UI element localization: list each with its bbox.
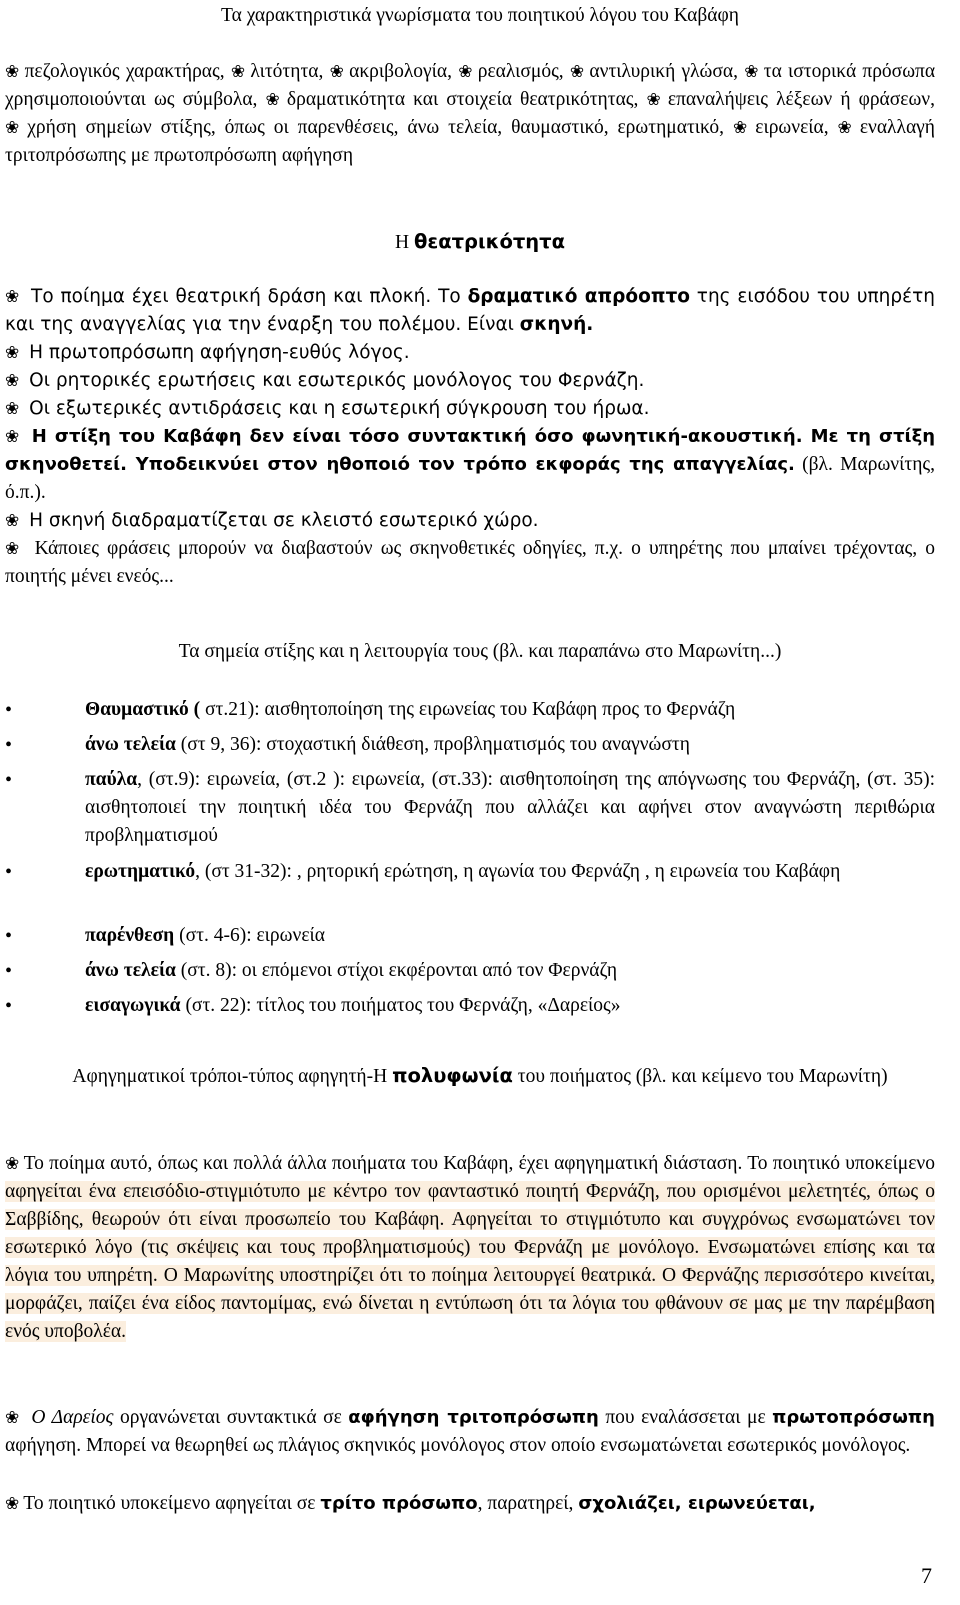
flower-icon: ❀ — [744, 62, 760, 82]
feature-item: ρεαλισμός, — [477, 61, 564, 82]
theatre-item-4 — [5, 395, 935, 423]
feature-item: αντιλυρική γλώσα, — [589, 61, 738, 82]
bullet-icon: • — [5, 861, 13, 883]
narr-text: που εναλάσσεται με — [598, 1407, 773, 1428]
narr-highlighted-text: αφηγείται ένα επεισόδιο-στιγμιότυπο με κέντρο τον φανταστικό ποιητή Φερνάζη, που ορισμένοι μελετητές, όπως ο Σαββίδης, θεωρούν ότι είναι προσωπείο του Καβάφη. Αφηγείται το στιγμιότυπο και συγχρόνως ενσωματώνει τον εσωτερικό λόγο (τις σκέψεις και τους προβληματισμούς) του Φερνάζη με μονόλογο. Ενσωματώνει επίσης και τα λόγια του υπηρέτη. Ο Μαρωνίτης υποστηρίζει ότι το ποίημα λειτουργεί θεατρικά. Ο Φερνάζης περισσότερο κινείται, μορφάζει, παίζει ένα είδος παντομίμας, ενώ δίνεται η εντύπωση ότι τα λόγια του φθάνουν σε μας με την παρέμβαση ενός υποβολέα. — [5, 1181, 935, 1342]
flower-icon: ❀ — [5, 62, 21, 82]
punct-text: (στ 9, 36): στοχαστική διάθεση, προβληματισμός του αναγνώστη — [175, 734, 690, 755]
flower-icon: ❀ — [5, 1154, 20, 1174]
narr-text: αφήγηση. Μπορεί να θεωρηθεί ως πλάγιος σκηνικός μονόλογος στον οποίο ενσωματώνεται εσωτερικός μονόλογος. — [5, 1435, 911, 1456]
page-number: 7 — [921, 1563, 932, 1588]
theatre-text: Οι εξωτερικές αντιδράσεις και η εσωτερική σύγκρουση του ήρωα. — [29, 398, 650, 419]
poem-title: Ο Δαρείος — [31, 1407, 114, 1428]
narr-text: , παρατηρεί, — [477, 1493, 579, 1514]
feature-item: ακριβολογία, — [349, 61, 452, 82]
theatre-bold: δραματικό απρόοπτο — [467, 286, 690, 307]
theatre-item-5 — [5, 423, 935, 507]
bullet-icon: • — [5, 734, 13, 756]
feature-item: τα ιστορικά πρόσωπα χρησιμοποιούνται ως σύμβολα, — [5, 61, 936, 110]
narr-heading-a: Αφηγηματικοί τρόποι-τύπος αφηγητή-Η — [72, 1066, 393, 1087]
theatre-paragraph — [5, 283, 935, 591]
punct-heading: Τα σημεία στίξης και η λειτουργία τους (βλ. και παραπάνω στο Μαρωνίτη...) — [178, 641, 782, 662]
punct-term: άνω τελεία — [85, 960, 176, 981]
theatre-item-1 — [5, 283, 935, 339]
flower-icon: ❀ — [837, 118, 856, 138]
bullet-icon: • — [5, 699, 13, 721]
flower-icon: ❀ — [646, 90, 664, 110]
flower-icon: ❀ — [458, 62, 474, 82]
punct-text: (στ. 22): τίτλος του ποιήματος του Φερνάζη, «Δαρείος» — [180, 995, 621, 1016]
theatre-item-6 — [5, 507, 935, 535]
features-paragraph — [5, 58, 935, 170]
theatre-bold: σκηνή. — [519, 314, 594, 335]
flower-icon: ❀ — [732, 118, 752, 138]
punct-term: ερωτηματικό — [85, 861, 196, 882]
flower-icon: ❀ — [230, 62, 247, 82]
feature-item: δραματικότητα και στοιχεία θεατρικότητας, — [286, 89, 639, 110]
flower-icon: ❀ — [5, 427, 22, 447]
flower-icon: ❀ — [329, 62, 346, 82]
punct-term: άνω τελεία — [85, 734, 176, 755]
flower-icon: ❀ — [265, 90, 283, 110]
theatre-bold: Η στίξη του Καβάφη δεν είναι τόσο συντακτική όσο φωνητική-ακουστική. Με τη στίξη σκηνοθετεί. Υποδεικνύει στον ηθοποιό τον τρόπο εκφοράς της απαγγελίας. — [5, 426, 936, 475]
punct-term: παύλα — [85, 769, 138, 790]
flower-icon: ❀ — [5, 1494, 20, 1514]
flower-icon: ❀ — [5, 1408, 21, 1428]
narr-text: Το ποίημα αυτό, όπως και πολλά άλλα ποιήματα του Καβάφη, έχει αφηγηματική διάσταση. Το ποιητικό υποκείμενο — [23, 1153, 935, 1174]
punct-text: , (στ 31-32): , ρητορική ερώτηση, η αγωνία του Φερνάζη , η ειρωνεία του Καβάφη — [195, 861, 841, 882]
narr-text: Το ποιητικό υποκείμενο αφηγείται σε — [23, 1493, 321, 1514]
feature-item: χρήση σημείων στίξης, όπως οι παρενθέσεις, άνω τελεία, θαυμαστικό, ερωτηματικό, — [27, 117, 725, 138]
narr-heading-c: του ποιήματος (βλ. και κείμενο του Μαρωνίτη) — [512, 1066, 888, 1087]
flower-icon: ❀ — [5, 511, 20, 531]
feature-item: πεζολογικός χαρακτήρας, — [24, 61, 225, 82]
feature-item: ειρωνεία, — [755, 117, 829, 138]
flower-icon: ❀ — [569, 62, 586, 82]
narr-heading — [30, 1062, 930, 1091]
narr-paragraph-3 — [5, 1490, 935, 1518]
theatre-text: Οι ρητορικές ερωτήσεις και εσωτερικός μονόλογος του Φερνάζη. — [29, 370, 645, 391]
punct-term: παρένθεση — [85, 925, 175, 946]
theatre-text: Κάποιες φράσεις μπορούν να διαβαστούν ως σκηνοθετικές οδηγίες, π.χ. ο υπηρέτης που μπαίνει τρέχοντας, ο ποιητής μένει ενεός... — [5, 538, 935, 587]
narr-bold: αφήγηση τριτοπρόσωπη — [348, 1407, 599, 1428]
narr-paragraph-2 — [5, 1404, 935, 1460]
narr-paragraph-1 — [5, 1150, 935, 1346]
punct-text: (στ. 4-6): ειρωνεία — [174, 925, 325, 946]
theatre-text: (βλ. Μαρωνίτης, ό.π.). — [5, 454, 935, 503]
theatre-item-3 — [5, 367, 935, 395]
flower-icon: ❀ — [5, 371, 20, 391]
punct-text: , (στ.9): ειρωνεία, (στ.2 ): ειρωνεία, (στ.33): αισθητοποίηση της απόγνωσης του Φερνάζη, (στ. 35): αισθητοποιεί την ποιητική ιδέα του Φερνάζη που αλλάζει και αφήνει στον αναγνώστη περιθώρια προβληματισμού — [85, 769, 935, 846]
theatre-text: Η σκηνή διαδραματίζεται σε κλειστό εσωτερικό χώρο. — [29, 510, 539, 531]
theatre-text: της εισόδου του υπηρέτη και της αναγγελίας για την έναρξη του πολέμου. Είναι — [5, 286, 935, 335]
feature-item: λιτότητα, — [250, 61, 324, 82]
punct-term: εισαγωγικά — [85, 995, 181, 1016]
feature-item: εναλλαγή τριτοπρόσωπης με πρωτοπρόσωπη αφήγηση — [5, 117, 935, 166]
flower-icon: ❀ — [5, 343, 20, 363]
theatre-heading-bold: θεατρικότητα — [413, 230, 566, 253]
theatre-text: Η πρωτοπρόσωπη αφήγηση-ευθύς λόγος. — [29, 342, 410, 363]
punct-text: στ.21): αισθητοποίηση της ειρωνείας του Καβάφη προς το Φερνάζη — [200, 699, 736, 720]
narr-heading-bold: πολυφωνία — [392, 1064, 513, 1087]
theatre-heading — [0, 228, 960, 257]
feature-item: επαναλήψεις λέξεων ή φράσεων, — [667, 89, 935, 110]
bullet-icon: • — [5, 925, 13, 947]
bullet-icon: • — [5, 769, 13, 791]
theatre-item-2 — [5, 339, 935, 367]
theatre-item-7 — [5, 535, 935, 591]
narr-bold: πρωτοπρόσωπη — [772, 1407, 935, 1428]
bullet-icon: • — [5, 995, 13, 1017]
theatre-text: Το ποίημα έχει θεατρική δράση και πλοκή. Το — [31, 286, 468, 307]
narr-text: οργανώνεται συντακτικά σε — [113, 1407, 349, 1428]
punct-text: (στ. 8): οι επόμενοι στίχοι εκφέρονται από τον Φερνάζη — [175, 960, 618, 981]
punct-term: Θαυμαστικό ( — [85, 699, 201, 720]
page-title: Τα χαρακτηριστικά γνωρίσματα του ποιητικού λόγου του Καβάφη — [221, 5, 739, 26]
bullet-icon: • — [5, 960, 13, 982]
flower-icon: ❀ — [5, 539, 23, 559]
narr-bold: τρίτο πρόσωπο — [320, 1493, 478, 1514]
flower-icon: ❀ — [5, 399, 20, 419]
flower-icon: ❀ — [5, 118, 24, 138]
flower-icon: ❀ — [5, 287, 21, 307]
narr-bold: σχολιάζει, ειρωνεύεται, — [578, 1493, 816, 1514]
theatre-heading-pre: Η — [394, 232, 414, 253]
